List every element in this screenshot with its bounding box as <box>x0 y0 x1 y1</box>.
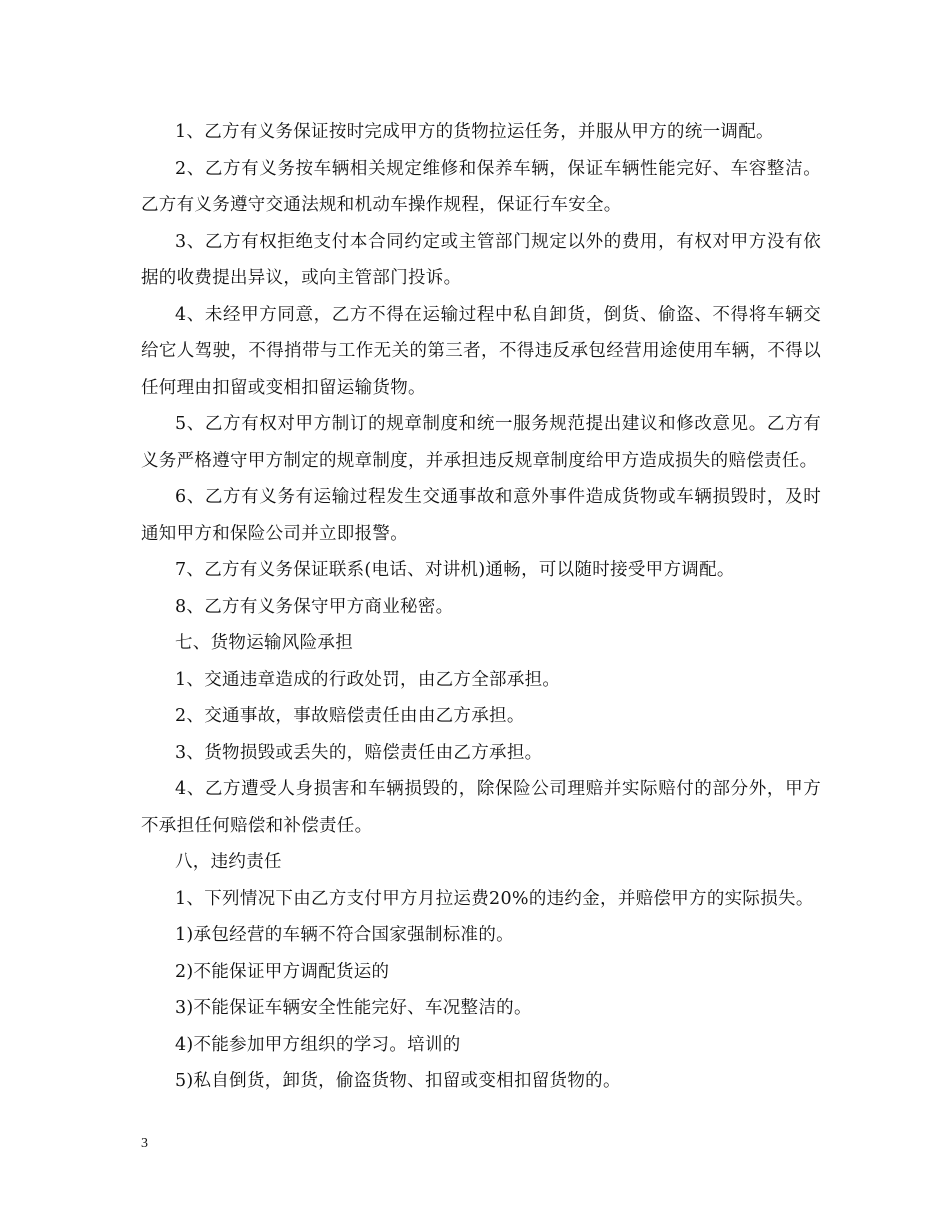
section-heading: 八，违约责任 <box>175 852 282 872</box>
list-item: 4)不能参加甲方组织的学习。培训的 <box>175 1034 461 1055</box>
list-item: 1)承包经营的车辆不符合国家强制标准的。 <box>175 925 514 945</box>
page-number: 3 <box>141 1136 148 1151</box>
paragraph: 1、交通违章造成的行政处罚，由乙方全部承担。 <box>175 669 561 690</box>
paragraph: 6、乙方有义务有运输过程发生交通事故和意外事件造成货物或车辆损毁时，及时通知甲方和保险公司并立即报警。 <box>141 487 821 544</box>
paragraph: 8、乙方有义务保守甲方商业秘密。 <box>175 596 454 617</box>
section-heading: 七、货物运输风险承担 <box>175 633 353 653</box>
paragraph: 2、乙方有义务按车辆相关规定维修和保养车辆，保证车辆性能完好、车容整洁。乙方有义务遵守交通法规和机动车操作规程，保证行车安全。 <box>141 158 821 215</box>
paragraph: 3、货物损毁或丢失的，赔偿责任由乙方承担。 <box>175 742 543 763</box>
list-item: 2)不能保证甲方调配货运的 <box>175 961 390 982</box>
paragraph: 4、未经甲方同意，乙方不得在运输过程中私自卸货，倒货、偷盗、不得将车辆交给它人驾驶，不得捎带与工作无关的第三者，不得违反承包经营用途使用车辆，不得以任何理由扣留或变相扣留运输货物。 <box>141 304 821 398</box>
paragraph: 2、交通事故，事故赔偿责任由由乙方承担。 <box>175 706 525 726</box>
paragraph: 1、下列情况下由乙方支付甲方月拉运费20%的违约金，并赔偿甲方的实际损失。 <box>175 888 814 909</box>
paragraph: 5、乙方有权对甲方制订的规章制度和统一服务规范提出建议和修改意见。乙方有义务严格遵守甲方制定的规章制度，并承担违反规章制度给甲方造成损失的赔偿责任。 <box>141 414 821 471</box>
list-item: 5)私自倒货，卸货，偷盗货物、扣留或变相扣留货物的。 <box>175 1071 621 1091</box>
list-item: 3)不能保证车辆安全性能完好、车况整洁的。 <box>175 998 532 1018</box>
paragraph: 4、乙方遭受人身损害和车辆损毁的，除保险公司理赔并实际赔付的部分外，甲方不承担任何赔偿和补偿责任。 <box>141 779 821 836</box>
document-body <box>141 114 821 1100</box>
paragraph: 3、乙方有权拒绝支付本合同约定或主管部门规定以外的费用，有权对甲方没有依据的收费提出异议，或向主管部门投诉。 <box>141 231 821 288</box>
paragraph: 1、乙方有义务保证按时完成甲方的货物拉运任务，并服从甲方的统一调配。 <box>175 122 774 142</box>
paragraph: 7、乙方有义务保证联系(电话、对讲机)通畅，可以随时接受甲方调配。 <box>175 560 735 580</box>
